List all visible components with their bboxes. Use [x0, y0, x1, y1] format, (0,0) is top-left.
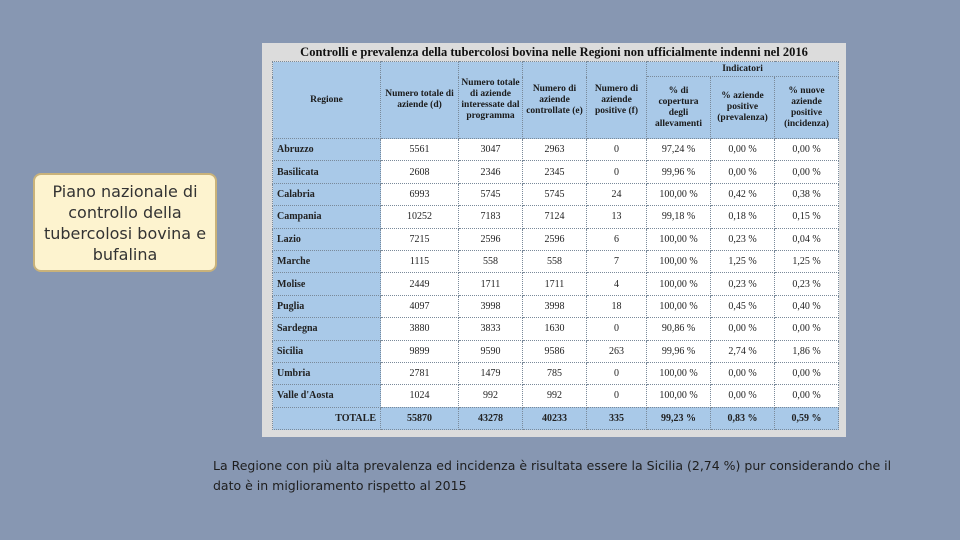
table-row: [273, 183, 839, 205]
cell-region: Molise: [273, 273, 381, 295]
cell-region: Sicilia: [273, 340, 381, 362]
cell-prevalence: 0,23 %: [711, 228, 775, 250]
cell-incidence: 0,04 %: [775, 228, 839, 250]
cell-interested-farms: 992: [459, 385, 523, 407]
cell-controlled-farms: 3998: [523, 295, 587, 317]
cell-coverage: 100,00 %: [647, 228, 711, 250]
table-image: [262, 43, 846, 437]
cell-region: Sardegna: [273, 318, 381, 340]
cell-coverage: 99,18 %: [647, 206, 711, 228]
table-row: [273, 250, 839, 272]
cell-incidence: 0,23 %: [775, 273, 839, 295]
cell-coverage: 99,96 %: [647, 161, 711, 183]
cell-prevalence: 0,42 %: [711, 183, 775, 205]
cell-region: Abruzzo: [273, 139, 381, 161]
header-incidence: % nuove aziende positive (incidenza): [775, 77, 839, 139]
cell-total-farms: 5561: [381, 139, 459, 161]
cell-total-farms: 10252: [381, 206, 459, 228]
cell-controlled-farms: 5745: [523, 183, 587, 205]
cell-region: Basilicata: [273, 161, 381, 183]
cell-total-farms: 7215: [381, 228, 459, 250]
table-row: [273, 295, 839, 317]
total-row: [273, 407, 839, 429]
table-row: [273, 228, 839, 250]
cell-incidence: 0,15 %: [775, 206, 839, 228]
cell-controlled-farms: 2345: [523, 161, 587, 183]
cell-controlled-farms: 785: [523, 362, 587, 384]
cell-interested-farms: 7183: [459, 206, 523, 228]
cell-positive-farms: 4: [587, 273, 647, 295]
callout-box: [33, 173, 217, 272]
cell-interested-farms: 5745: [459, 183, 523, 205]
header-positive-farms: Numero di aziende positive (f): [587, 62, 647, 139]
cell-total-farms: 6993: [381, 183, 459, 205]
cell-coverage: 100,00 %: [647, 250, 711, 272]
cell-total-farms: 9899: [381, 340, 459, 362]
cell-controlled-farms: 992: [523, 385, 587, 407]
table-row: [273, 318, 839, 340]
cell-positive-farms: 0: [587, 139, 647, 161]
cell-controlled-farms: 7124: [523, 206, 587, 228]
cell-positive-farms: 0: [587, 161, 647, 183]
cell-prevalence: 0,00 %: [711, 139, 775, 161]
cell-prevalence: 0,18 %: [711, 206, 775, 228]
caption-text: La Regione con più alta prevalenza ed incidenza è risultata essere la Sicilia (2,74 %) pur considerando che il dato è in miglioramento rispetto al 2015: [213, 458, 892, 493]
cell-positive-farms: 7: [587, 250, 647, 272]
cell-incidence: 0,40 %: [775, 295, 839, 317]
cell-positive-farms: 263: [587, 340, 647, 362]
cell-region: Calabria: [273, 183, 381, 205]
header-indicators: Indicatori: [647, 62, 839, 77]
data-table: [272, 61, 839, 430]
cell-incidence: 0,00 %: [775, 161, 839, 183]
cell-total-farms: 2449: [381, 273, 459, 295]
total-region: TOTALE: [273, 407, 381, 429]
cell-controlled-farms: 558: [523, 250, 587, 272]
cell-coverage: 100,00 %: [647, 295, 711, 317]
cell-prevalence: 0,23 %: [711, 273, 775, 295]
cell-interested-farms: 3998: [459, 295, 523, 317]
header-coverage: % di copertura degli allevamenti: [647, 77, 711, 139]
cell-prevalence: 0,00 %: [711, 362, 775, 384]
table-row: [273, 161, 839, 183]
cell-interested-farms: 2346: [459, 161, 523, 183]
cell-coverage: 100,00 %: [647, 385, 711, 407]
cell-controlled-farms: 9586: [523, 340, 587, 362]
total-incidence: 0,59 %: [775, 407, 839, 429]
cell-controlled-farms: 2596: [523, 228, 587, 250]
cell-incidence: 0,00 %: [775, 139, 839, 161]
cell-positive-farms: 0: [587, 362, 647, 384]
cell-incidence: 0,38 %: [775, 183, 839, 205]
cell-positive-farms: 6: [587, 228, 647, 250]
header-interested-farms: Numero totale di aziende interessate dal programma: [459, 62, 523, 139]
table-row: [273, 340, 839, 362]
cell-controlled-farms: 2963: [523, 139, 587, 161]
cell-region: Umbria: [273, 362, 381, 384]
header-region: Regione: [273, 62, 381, 139]
table-row: [273, 273, 839, 295]
cell-incidence: 1,86 %: [775, 340, 839, 362]
cell-prevalence: 0,00 %: [711, 385, 775, 407]
cell-prevalence: 0,00 %: [711, 161, 775, 183]
cell-incidence: 0,00 %: [775, 362, 839, 384]
cell-region: Puglia: [273, 295, 381, 317]
total-prevalence: 0,83 %: [711, 407, 775, 429]
table-row: [273, 362, 839, 384]
cell-prevalence: 0,45 %: [711, 295, 775, 317]
cell-coverage: 100,00 %: [647, 362, 711, 384]
cell-incidence: 0,00 %: [775, 385, 839, 407]
cell-total-farms: 3880: [381, 318, 459, 340]
cell-positive-farms: 18: [587, 295, 647, 317]
cell-interested-farms: 1711: [459, 273, 523, 295]
total-interested-farms: 43278: [459, 407, 523, 429]
total-controlled-farms: 40233: [523, 407, 587, 429]
cell-coverage: 97,24 %: [647, 139, 711, 161]
header-controlled-farms: Numero di aziende controllate (e): [523, 62, 587, 139]
cell-prevalence: 0,00 %: [711, 318, 775, 340]
cell-total-farms: 1024: [381, 385, 459, 407]
header-total-farms: Numero totale di aziende (d): [381, 62, 459, 139]
cell-total-farms: 4097: [381, 295, 459, 317]
cell-region: Lazio: [273, 228, 381, 250]
cell-positive-farms: 24: [587, 183, 647, 205]
cell-interested-farms: 1479: [459, 362, 523, 384]
cell-coverage: 90,86 %: [647, 318, 711, 340]
cell-coverage: 99,96 %: [647, 340, 711, 362]
cell-interested-farms: 3833: [459, 318, 523, 340]
callout-text: Piano nazionale di controllo della tubercolosi bovina e bufalina: [43, 181, 207, 264]
cell-region: Marche: [273, 250, 381, 272]
cell-prevalence: 2,74 %: [711, 340, 775, 362]
total-coverage: 99,23 %: [647, 407, 711, 429]
cell-total-farms: 2781: [381, 362, 459, 384]
cell-interested-farms: 2596: [459, 228, 523, 250]
cell-region: Valle d'Aosta: [273, 385, 381, 407]
cell-controlled-farms: 1630: [523, 318, 587, 340]
cell-interested-farms: 3047: [459, 139, 523, 161]
total-positive-farms: 335: [587, 407, 647, 429]
table-row: [273, 385, 839, 407]
cell-incidence: 1,25 %: [775, 250, 839, 272]
cell-positive-farms: 0: [587, 318, 647, 340]
cell-positive-farms: 13: [587, 206, 647, 228]
cell-prevalence: 1,25 %: [711, 250, 775, 272]
cell-total-farms: 1115: [381, 250, 459, 272]
cell-positive-farms: 0: [587, 385, 647, 407]
cell-interested-farms: 558: [459, 250, 523, 272]
cell-coverage: 100,00 %: [647, 183, 711, 205]
table-row: [273, 139, 839, 161]
cell-incidence: 0,00 %: [775, 318, 839, 340]
table-title: Controlli e prevalenza della tubercolosi bovina nelle Regioni non ufficialmente indenni nel 2016: [300, 45, 808, 59]
cell-controlled-farms: 1711: [523, 273, 587, 295]
cell-region: Campania: [273, 206, 381, 228]
cell-interested-farms: 9590: [459, 340, 523, 362]
total-total-farms: 55870: [381, 407, 459, 429]
header-prevalence: % aziende positive (prevalenza): [711, 77, 775, 139]
table-row: [273, 206, 839, 228]
cell-coverage: 100,00 %: [647, 273, 711, 295]
cell-total-farms: 2608: [381, 161, 459, 183]
